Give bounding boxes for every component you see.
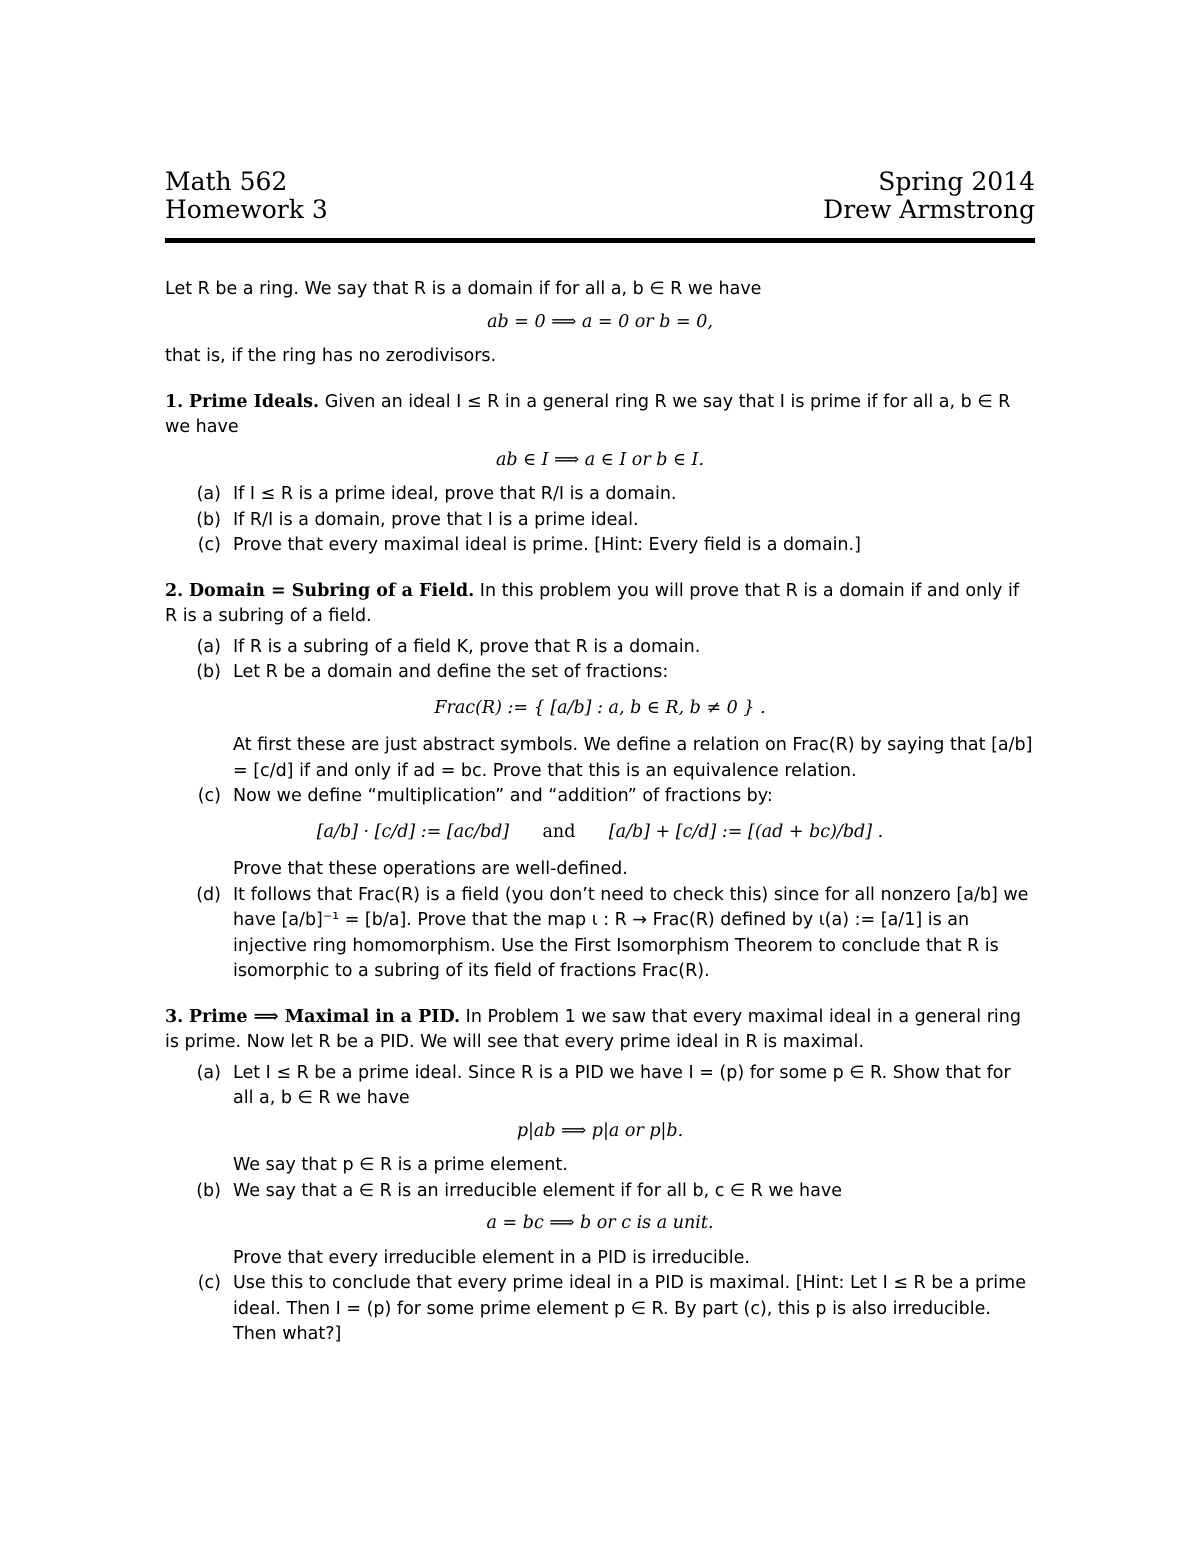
intro-line: Let R be a ring. We say that R is a domain if for all a, b ∈ R we have [165, 279, 762, 299]
addition-rule: [a/b] + [c/d] := [(ad + bc)/bd] . [608, 821, 884, 842]
list-item: (d) It follows that Frac(R) is a field (you don’t need to check this) since for all nonzero [a/b] we have [a/b]⁻¹ = [b/a]. Prove that the map ι : R → Frac(R) defined by ι(a) := [a/1] is an injective ring homomorphism. Use the First Isomorphism Theorem to conclude that R is isomorphic to a subring of its field of fractions Frac(R). [196, 884, 1029, 981]
problem-number: 2. [165, 580, 184, 601]
multiplication-rule: [a/b] · [c/d] := [ac/bd] [316, 821, 510, 842]
list-item: (a) Let I ≤ R be a prime ideal. Since R is a PID we have I = (p) for some p ∈ R. Show that for all a, b ∈ R we have [196, 1062, 1011, 1108]
problem-display: a = bc ⟹ b or c is a unit. [486, 1213, 714, 1233]
header-rule [165, 238, 1035, 243]
list-item: (c) Now we define “multiplication” and “addition” of fractions by: [197, 786, 773, 806]
list-item: (a) If I ≤ R is a prime ideal, prove that R/I is a domain. [196, 484, 677, 504]
list-item: At first these are just abstract symbols. We define a relation on Frac(R) by saying that [a/b] = [c/d] if and only if ad = bc. Prove that this is an equivalence relation. [233, 735, 1033, 781]
document-header [165, 168, 1035, 224]
problem-display: ab ∈ I ⟹ a ∈ I or b ∈ I. [495, 449, 705, 470]
list-item: We say that p ∈ R is a prime element. [233, 1155, 568, 1175]
and-word: and [542, 821, 576, 842]
intro-display: ab = 0 ⟹ a = 0 or b = 0, [487, 311, 713, 332]
assignment-title: Homework 3 [165, 195, 328, 224]
list-item: Prove that every irreducible element in a PID is irreducible. [233, 1247, 750, 1268]
list-item: (a) If R is a subring of a field K, prove that R is a domain. [196, 636, 701, 657]
fraction-operations [165, 820, 1035, 846]
intro-line-2: that is, if the ring has no zerodivisors. [165, 346, 497, 366]
term: Spring 2014 [878, 167, 1035, 196]
problem-title: Domain = Subring of a Field. [188, 580, 475, 601]
problem-number: 1. [165, 391, 184, 412]
problem-display: p|ab ⟹ p|a or p|b. [516, 1120, 684, 1141]
list-item: (b) If R/I is a domain, prove that I is a prime ideal. [196, 509, 639, 530]
problem-title: Prime ⟹ Maximal in a PID. [188, 1006, 461, 1027]
list-item: (b) Let R be a domain and define the set of fractions: [196, 662, 669, 682]
list-item: (c) Prove that every maximal ideal is prime. [Hint: Every field is a domain.] [197, 535, 861, 555]
problem-text: Given an ideal I ≤ R in a general ring R we say that I is prime if for all a, b ∈ R we have [165, 391, 1011, 437]
problem-2 [165, 579, 1035, 985]
list-item: (b) We say that a ∈ R is an irreducible element if for all b, c ∈ R we have [196, 1180, 842, 1201]
problem-3 [165, 1005, 1035, 1348]
problem-1 [165, 390, 1035, 559]
problem-number: 3. [165, 1006, 184, 1027]
homework-page [165, 168, 1035, 1348]
course-title: Math 562 [165, 167, 288, 196]
problem-text: In this problem you will prove that R is a domain if and only if R is a subring of a field. [165, 580, 1019, 626]
list-item: (c) Use this to conclude that every prime ideal in a PID is maximal. [Hint: Let I ≤ R be a prime ideal. Then I = (p) for some prime element p ∈ R. By part (c), this p is also irreducible. Then what?] [197, 1273, 1026, 1344]
problem-text: In Problem 1 we saw that every maximal ideal in a general ring is prime. Now let R be a PID. We will see that every prime ideal in R is maximal. [165, 1006, 1021, 1052]
author: Drew Armstrong [823, 195, 1035, 224]
document-body [165, 277, 1035, 1348]
frac-definition: Frac(R) := { [a/b] : a, b ∈ R, b ≠ 0 } . [434, 697, 766, 718]
list-item: Prove that these operations are well-defined. [233, 859, 628, 879]
problem-title: Prime Ideals. [188, 391, 320, 412]
